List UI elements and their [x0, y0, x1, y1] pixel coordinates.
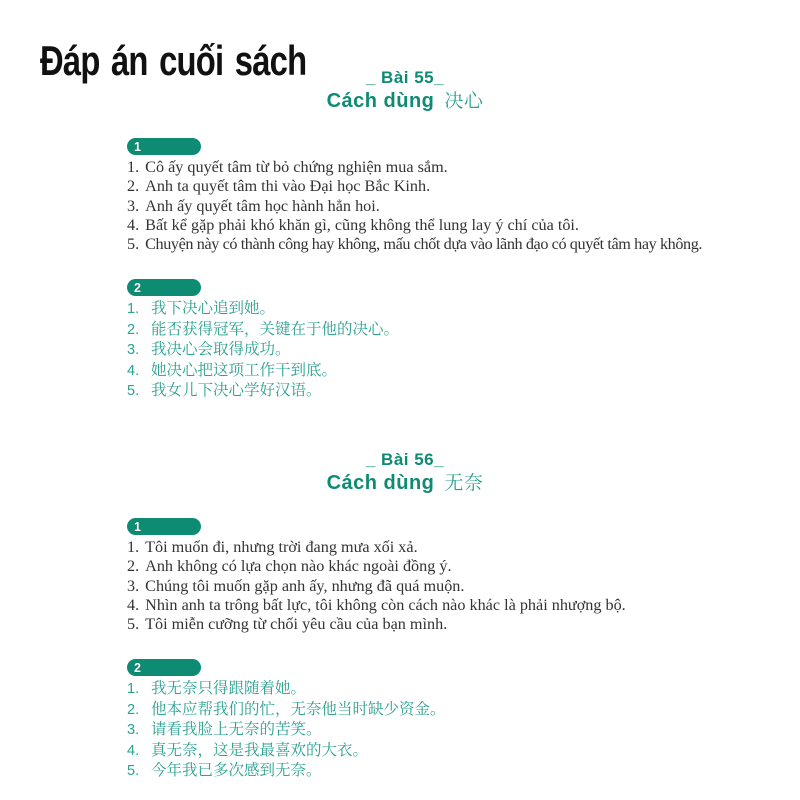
item-number: 5.	[127, 615, 140, 634]
item-text: Chuyện này có thành công hay không, mấu chốt dựa vào lãnh đạo có quyết tâm hay không.	[145, 235, 703, 254]
answer-item	[127, 177, 752, 196]
answer-item	[127, 538, 752, 557]
answer-item	[127, 720, 752, 741]
subheading-label: Cách dùng	[326, 90, 435, 112]
lesson-55-subheading	[115, 90, 695, 113]
section-2-badge	[127, 659, 201, 676]
item-text: Anh ấy quyết tâm học hành hẳn hoi.	[145, 196, 380, 215]
item-text: Anh ta quyết tâm thi vào Đại học Bắc Kinh.	[145, 177, 431, 196]
item-text: Anh không có lựa chọn nào khác ngoài đồng ý.	[145, 557, 452, 576]
answer-item	[127, 741, 752, 762]
item-number: 3.	[127, 342, 140, 359]
lesson-56-chinese-answers	[127, 679, 752, 782]
item-number: 4.	[127, 362, 140, 379]
answer-item	[127, 700, 752, 721]
item-number: 1.	[127, 301, 140, 317]
answer-item	[127, 679, 752, 700]
subheading-label: Cách dùng	[326, 472, 435, 494]
item-number: 1.	[127, 681, 140, 697]
item-number: 2.	[127, 321, 140, 338]
answer-item	[127, 615, 752, 634]
answer-item	[127, 235, 752, 254]
item-text: 能否获得冠军，关键在于他的决心。	[151, 319, 400, 338]
item-text: 我决心会取得成功。	[151, 340, 291, 359]
answer-item	[127, 340, 752, 361]
answer-item	[127, 596, 752, 615]
item-text: 我女儿下决心学好汉语。	[151, 381, 322, 400]
item-text: Tôi muốn đi, nhưng trời đang mưa xối xả.	[145, 538, 418, 556]
section-badge-number: 2	[134, 281, 141, 295]
item-text: Cô ấy quyết tâm từ bỏ chứng nghiện mua sắm.	[145, 158, 448, 176]
lesson-55-number: _ Bài 55_	[365, 68, 445, 87]
answer-item	[127, 761, 752, 782]
lesson-56-vietnamese-answers	[127, 538, 752, 634]
lesson-56-subheading	[115, 472, 695, 495]
lesson-55-heading	[115, 68, 695, 113]
item-number: 1.	[127, 158, 140, 176]
item-text: 我无奈只得跟随着她。	[151, 679, 307, 697]
lesson-56-number: _ Bài 56_	[365, 450, 445, 469]
lesson-55-vietnamese-answers	[127, 158, 752, 254]
item-text: 真无奈，这是我最喜欢的大衣。	[151, 740, 369, 759]
item-text: 他本应帮我们的忙，无奈他当时缺少资金。	[151, 699, 446, 718]
item-text: Nhìn anh ta trông bất lực, tôi không còn cách nào khác là phải nhượng bộ.	[145, 595, 626, 614]
item-text: 请看我脸上无奈的苦笑。	[151, 720, 322, 739]
section-badge-number: 1	[134, 140, 141, 154]
item-text: Tôi miễn cưỡng từ chối yêu cầu của bạn mình.	[145, 615, 448, 634]
answer-item	[127, 381, 752, 402]
section-badge-number: 2	[134, 661, 141, 675]
answer-item	[127, 577, 752, 596]
section-1-badge	[127, 138, 201, 155]
lesson-55-chinese-answers	[127, 299, 752, 402]
item-number: 4.	[127, 742, 140, 759]
answer-item	[127, 557, 752, 576]
item-number: 3.	[127, 196, 140, 215]
item-text: Chúng tôi muốn gặp anh ấy, nhưng đã quá muộn.	[145, 576, 465, 595]
item-number: 3.	[127, 576, 140, 595]
lesson-56-heading	[115, 450, 695, 495]
answer-item	[127, 299, 752, 320]
item-number: 2.	[127, 177, 140, 196]
item-number: 5.	[127, 763, 140, 780]
section-badge-number: 1	[134, 520, 141, 534]
item-number: 2.	[127, 701, 140, 718]
item-number: 2.	[127, 557, 140, 576]
item-number: 5.	[127, 235, 140, 254]
answer-item	[127, 361, 752, 382]
section-1-badge	[127, 518, 201, 535]
item-text: 我下决心追到她。	[151, 299, 276, 317]
page-title: Đáp án cuối sách	[40, 37, 307, 84]
section-2-badge	[127, 279, 201, 296]
item-number: 3.	[127, 722, 140, 739]
subheading-term-chinese: 决心	[444, 90, 484, 112]
answer-item	[127, 216, 752, 235]
item-text: 今年我已多次感到无奈。	[151, 761, 322, 780]
answer-item	[127, 197, 752, 216]
item-number: 4.	[127, 215, 140, 234]
answer-item	[127, 158, 752, 177]
subheading-term-chinese: 无奈	[444, 472, 484, 494]
item-text: 她决心把这项工作干到底。	[151, 360, 338, 379]
item-text: Bất kể gặp phải khó khăn gì, cũng không thể lung lay ý chí của tôi.	[145, 215, 579, 234]
item-number: 5.	[127, 383, 140, 400]
answer-item	[127, 320, 752, 341]
item-number: 1.	[127, 538, 140, 556]
item-number: 4.	[127, 595, 140, 614]
